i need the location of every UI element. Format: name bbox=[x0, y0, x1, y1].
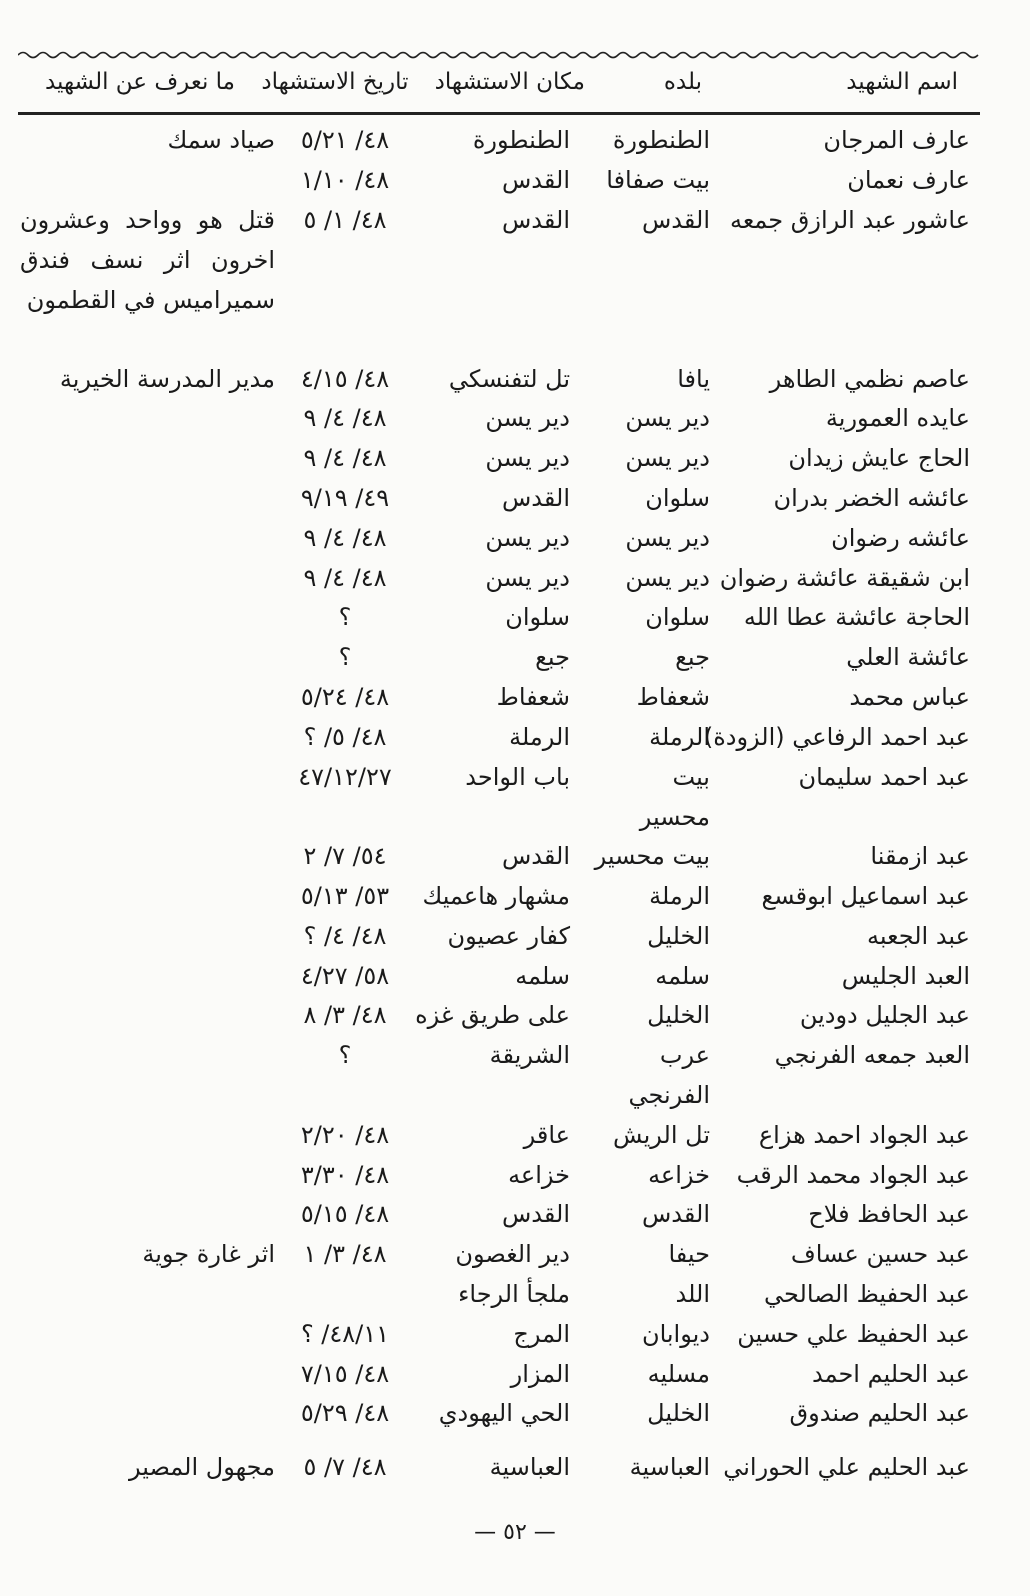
cell-place: القدس bbox=[501, 165, 570, 194]
cell-name: عبد الجليل دودين bbox=[799, 1001, 970, 1030]
cell-place: دير يسن bbox=[485, 404, 570, 433]
cell-date: ٤٧/١٢/٢٧ bbox=[298, 762, 392, 791]
cell-town: دير يسن bbox=[625, 523, 710, 552]
cell-date: ٤٨/ ٤/ ٩ bbox=[303, 563, 387, 592]
table-row bbox=[18, 1115, 980, 1155]
cell-date: ٤٨/ ٢/٢٠ bbox=[300, 1120, 390, 1149]
table-row bbox=[18, 1447, 980, 1487]
table-row bbox=[18, 478, 980, 518]
cell-town: الرملة bbox=[649, 881, 710, 910]
cell-date: ٤٨/ ٤/ ٩ bbox=[303, 523, 387, 552]
cell-note: مدير المدرسة الخيرية bbox=[59, 364, 275, 393]
table-header bbox=[18, 62, 980, 106]
table-row bbox=[18, 160, 980, 200]
cell-date: ٤٨/ ٧/١٥ bbox=[300, 1359, 390, 1388]
cell-place: تل لتفنسكي bbox=[448, 364, 570, 393]
cell-town: يافا bbox=[677, 364, 710, 393]
cell-place: المزار bbox=[510, 1359, 570, 1388]
table-row bbox=[18, 916, 980, 956]
cell-name: عبد الحفيظ علي حسين bbox=[737, 1319, 970, 1348]
page-number: — ٥٢ — bbox=[474, 1520, 556, 1545]
cell-date: ٥٣/ ٥/١٣ bbox=[300, 881, 390, 910]
cell-date: ٤٨/ ٥/٢١ bbox=[300, 126, 390, 154]
cell-town: دير يسن bbox=[625, 563, 710, 592]
cell-note: اثر غارة جوية bbox=[142, 1240, 275, 1269]
table-row bbox=[18, 1234, 980, 1274]
cell-note: صياد سمك bbox=[167, 126, 275, 154]
cell-name: عبد الحليم علي الحوراني bbox=[723, 1453, 970, 1482]
cell-date: ٤٨/ ٥/ ؟ bbox=[303, 722, 387, 751]
cell-place: القدس bbox=[501, 842, 570, 871]
cell-name: عباس محمد bbox=[849, 682, 970, 711]
cell-town: الرملة bbox=[649, 722, 710, 751]
cell-place: دير يسن bbox=[485, 563, 570, 592]
cell-town: سلوان bbox=[645, 483, 710, 512]
cell-town: القدس bbox=[641, 205, 710, 234]
cell-town: بيت محسير bbox=[594, 842, 710, 871]
cell-town: الخليل bbox=[647, 921, 710, 950]
cell-date: ٤٨/ ٤/ ٩ bbox=[303, 404, 387, 433]
cell-name: عبد الحفيظ الصالحي bbox=[764, 1279, 970, 1308]
header-place: مكان الاستشهاد bbox=[434, 69, 585, 95]
cell-place: العباسية bbox=[489, 1453, 570, 1482]
cell-name: عائشة العلي bbox=[846, 643, 970, 672]
cell-name: الحاج عايش زيدان bbox=[788, 444, 970, 473]
cell-town: مسليه bbox=[647, 1359, 710, 1388]
table-row bbox=[18, 359, 980, 399]
cell-place: جبع bbox=[535, 643, 570, 672]
cell-name: عبد الحافظ فلاح bbox=[808, 1200, 970, 1229]
cell-town: بيت صفافا bbox=[606, 165, 710, 194]
cell-name: عارف نعمان bbox=[847, 165, 970, 194]
cell-town: خزاعه bbox=[648, 1160, 710, 1189]
cell-town: بيت محسير bbox=[639, 762, 710, 831]
cell-place: الطنطورة bbox=[472, 126, 570, 154]
table-row bbox=[18, 717, 980, 757]
cell-date: ٤٨/ ٣/ ٨ bbox=[303, 1001, 387, 1030]
table-row bbox=[18, 757, 980, 837]
cell-date: ٤٨/ ٤/ ٩ bbox=[303, 444, 387, 473]
cell-date: ٤٩/ ٩/١٩ bbox=[300, 483, 390, 512]
cell-town: العباسية bbox=[629, 1453, 710, 1482]
cell-date: ٤٨/ ٥/٢٩ bbox=[300, 1399, 390, 1428]
table-row bbox=[18, 1194, 980, 1234]
cell-date: ؟ bbox=[338, 643, 352, 672]
cell-town: دير يسن bbox=[625, 404, 710, 433]
cell-town: تل الريش bbox=[613, 1120, 710, 1149]
cell-place: دير يسن bbox=[485, 444, 570, 473]
cell-town: القدس bbox=[641, 1200, 710, 1229]
table-row bbox=[18, 120, 980, 160]
cell-name: عبد الجواد محمد الرقب bbox=[736, 1160, 970, 1189]
cell-town: اللد bbox=[675, 1279, 710, 1308]
cell-place: دير الغصون bbox=[455, 1240, 570, 1269]
cell-name: عاصم نظمي الطاهر bbox=[769, 364, 970, 393]
cell-date: ٥٨/ ٤/٢٧ bbox=[300, 961, 390, 990]
cell-name: العبد جمعه الفرنجي bbox=[774, 1041, 970, 1070]
table-row bbox=[18, 200, 980, 359]
table-row bbox=[18, 1155, 980, 1195]
cell-date: ٤٨/ ١/١٠ bbox=[300, 165, 390, 194]
table-row bbox=[18, 398, 980, 438]
table-row bbox=[18, 558, 980, 598]
cell-name: عاشور عبد الرازق جمعه bbox=[729, 205, 970, 234]
cell-date: ٤٨/١١/ ؟ bbox=[300, 1319, 390, 1348]
header-town: بلده bbox=[663, 69, 702, 95]
cell-date: ٤٨/ ١/ ٥ bbox=[303, 205, 387, 234]
table-row bbox=[18, 677, 980, 717]
cell-date: ٤٨/ ٣/ ١ bbox=[303, 1240, 387, 1269]
header-rule bbox=[18, 112, 980, 115]
cell-name: عايده العمورية bbox=[825, 404, 970, 433]
table-row bbox=[18, 1354, 980, 1394]
cell-name: عبد الحليم احمد bbox=[811, 1359, 970, 1388]
cell-place: القدس bbox=[501, 483, 570, 512]
cell-place: سلمه bbox=[515, 961, 570, 990]
table-row bbox=[18, 597, 980, 637]
cell-town: الخليل bbox=[647, 1399, 710, 1428]
cell-date: ٤٨/ ٧/ ٥ bbox=[303, 1453, 387, 1482]
table-row bbox=[18, 438, 980, 478]
cell-date: ؟ bbox=[338, 603, 352, 632]
cell-town: سلوان bbox=[645, 603, 710, 632]
table-row bbox=[18, 956, 980, 996]
header-note: ما نعرف عن الشهيد bbox=[44, 69, 235, 95]
cell-town: سلمه bbox=[655, 961, 710, 990]
cell-name: الحاجة عائشة عطا الله bbox=[743, 603, 970, 632]
cell-place: القدس bbox=[501, 1200, 570, 1229]
cell-date: ٤٨/ ٥/١٥ bbox=[300, 1200, 390, 1229]
cell-note: قتل هو وواحد وعشرون اخرون اثر نسف فندق سميراميس في القطمون bbox=[20, 205, 275, 314]
cell-place: دير يسن bbox=[485, 523, 570, 552]
cell-place: عاقر bbox=[523, 1120, 570, 1149]
cell-place: كفار عصيون bbox=[447, 921, 570, 950]
table-row bbox=[18, 518, 980, 558]
cell-name: عبد احمد سليمان bbox=[798, 762, 970, 791]
table-row bbox=[18, 637, 980, 677]
cell-date: ٤٨/ ٤/ ؟ bbox=[303, 921, 387, 950]
cell-town: دير يسن bbox=[625, 444, 710, 473]
table-row bbox=[18, 1274, 980, 1314]
cell-name: عبد الحليم صندوق bbox=[789, 1399, 970, 1428]
cell-town: ديوابان bbox=[641, 1319, 710, 1348]
cell-date: ٤٨/ ٤/١٥ bbox=[300, 364, 390, 393]
cell-place: سلوان bbox=[505, 603, 570, 632]
header-date: تاريخ الاستشهاد bbox=[261, 69, 409, 95]
cell-place: مشهار هاعميك bbox=[422, 881, 570, 910]
cell-place: ملجأ الرجاء bbox=[458, 1279, 570, 1308]
cell-place: الرملة bbox=[509, 722, 570, 751]
cell-name: عائشه الخضر بدران bbox=[773, 483, 970, 512]
cell-date: ٤٨/ ٥/٢٤ bbox=[300, 682, 390, 711]
table-row bbox=[18, 876, 980, 916]
cell-name: العبد الجليس bbox=[841, 961, 970, 990]
cell-town: الخليل bbox=[647, 1001, 710, 1030]
cell-place: المرج bbox=[513, 1319, 570, 1348]
table-row bbox=[18, 1393, 980, 1433]
cell-name: عبد الجواد احمد هزاع bbox=[758, 1120, 970, 1149]
cell-town: حيفا bbox=[668, 1240, 710, 1269]
cell-town: جبع bbox=[675, 643, 710, 672]
cell-town: عرب الفرنجي bbox=[628, 1041, 710, 1110]
cell-place: باب الواحد bbox=[465, 762, 570, 791]
cell-name: عبد الجعبه bbox=[867, 921, 970, 950]
cell-place: الشريقة bbox=[489, 1041, 570, 1070]
cell-name: عبد اسماعيل ابوقسع bbox=[761, 881, 970, 910]
table-row bbox=[18, 995, 980, 1035]
cell-name: عبد احمد الرفاعي (الزودة) bbox=[703, 722, 970, 751]
cell-place: على طريق غزه bbox=[415, 1001, 570, 1030]
cell-name: عبد حسين عساف bbox=[790, 1240, 970, 1269]
wavy-rule bbox=[18, 50, 980, 60]
cell-place: القدس bbox=[501, 205, 570, 234]
table-row bbox=[18, 1035, 980, 1115]
cell-date: ؟ bbox=[338, 1041, 352, 1070]
cell-name: عائشه رضوان bbox=[831, 523, 970, 552]
table-row bbox=[18, 836, 980, 876]
cell-town: شعفاط bbox=[636, 682, 710, 711]
header-name: اسم الشهيد bbox=[846, 69, 958, 95]
cell-name: عارف المرجان bbox=[823, 126, 970, 154]
cell-place: شعفاط bbox=[496, 682, 570, 711]
cell-place: الحي اليهودي bbox=[438, 1399, 570, 1428]
table-row bbox=[18, 1314, 980, 1354]
cell-place: خزاعه bbox=[508, 1160, 570, 1189]
cell-note: مجهول المصير bbox=[128, 1453, 275, 1482]
cell-town: الطنطورة bbox=[612, 126, 710, 154]
cell-date: ٥٤/ ٧/ ٢ bbox=[303, 842, 387, 871]
cell-date: ٤٨/ ٣/٣٠ bbox=[300, 1160, 390, 1189]
cell-name: عبد ازمقنا bbox=[870, 842, 970, 871]
table-body bbox=[18, 120, 980, 1487]
cell-name: ابن شقيقة عائشة رضوان bbox=[719, 563, 970, 592]
